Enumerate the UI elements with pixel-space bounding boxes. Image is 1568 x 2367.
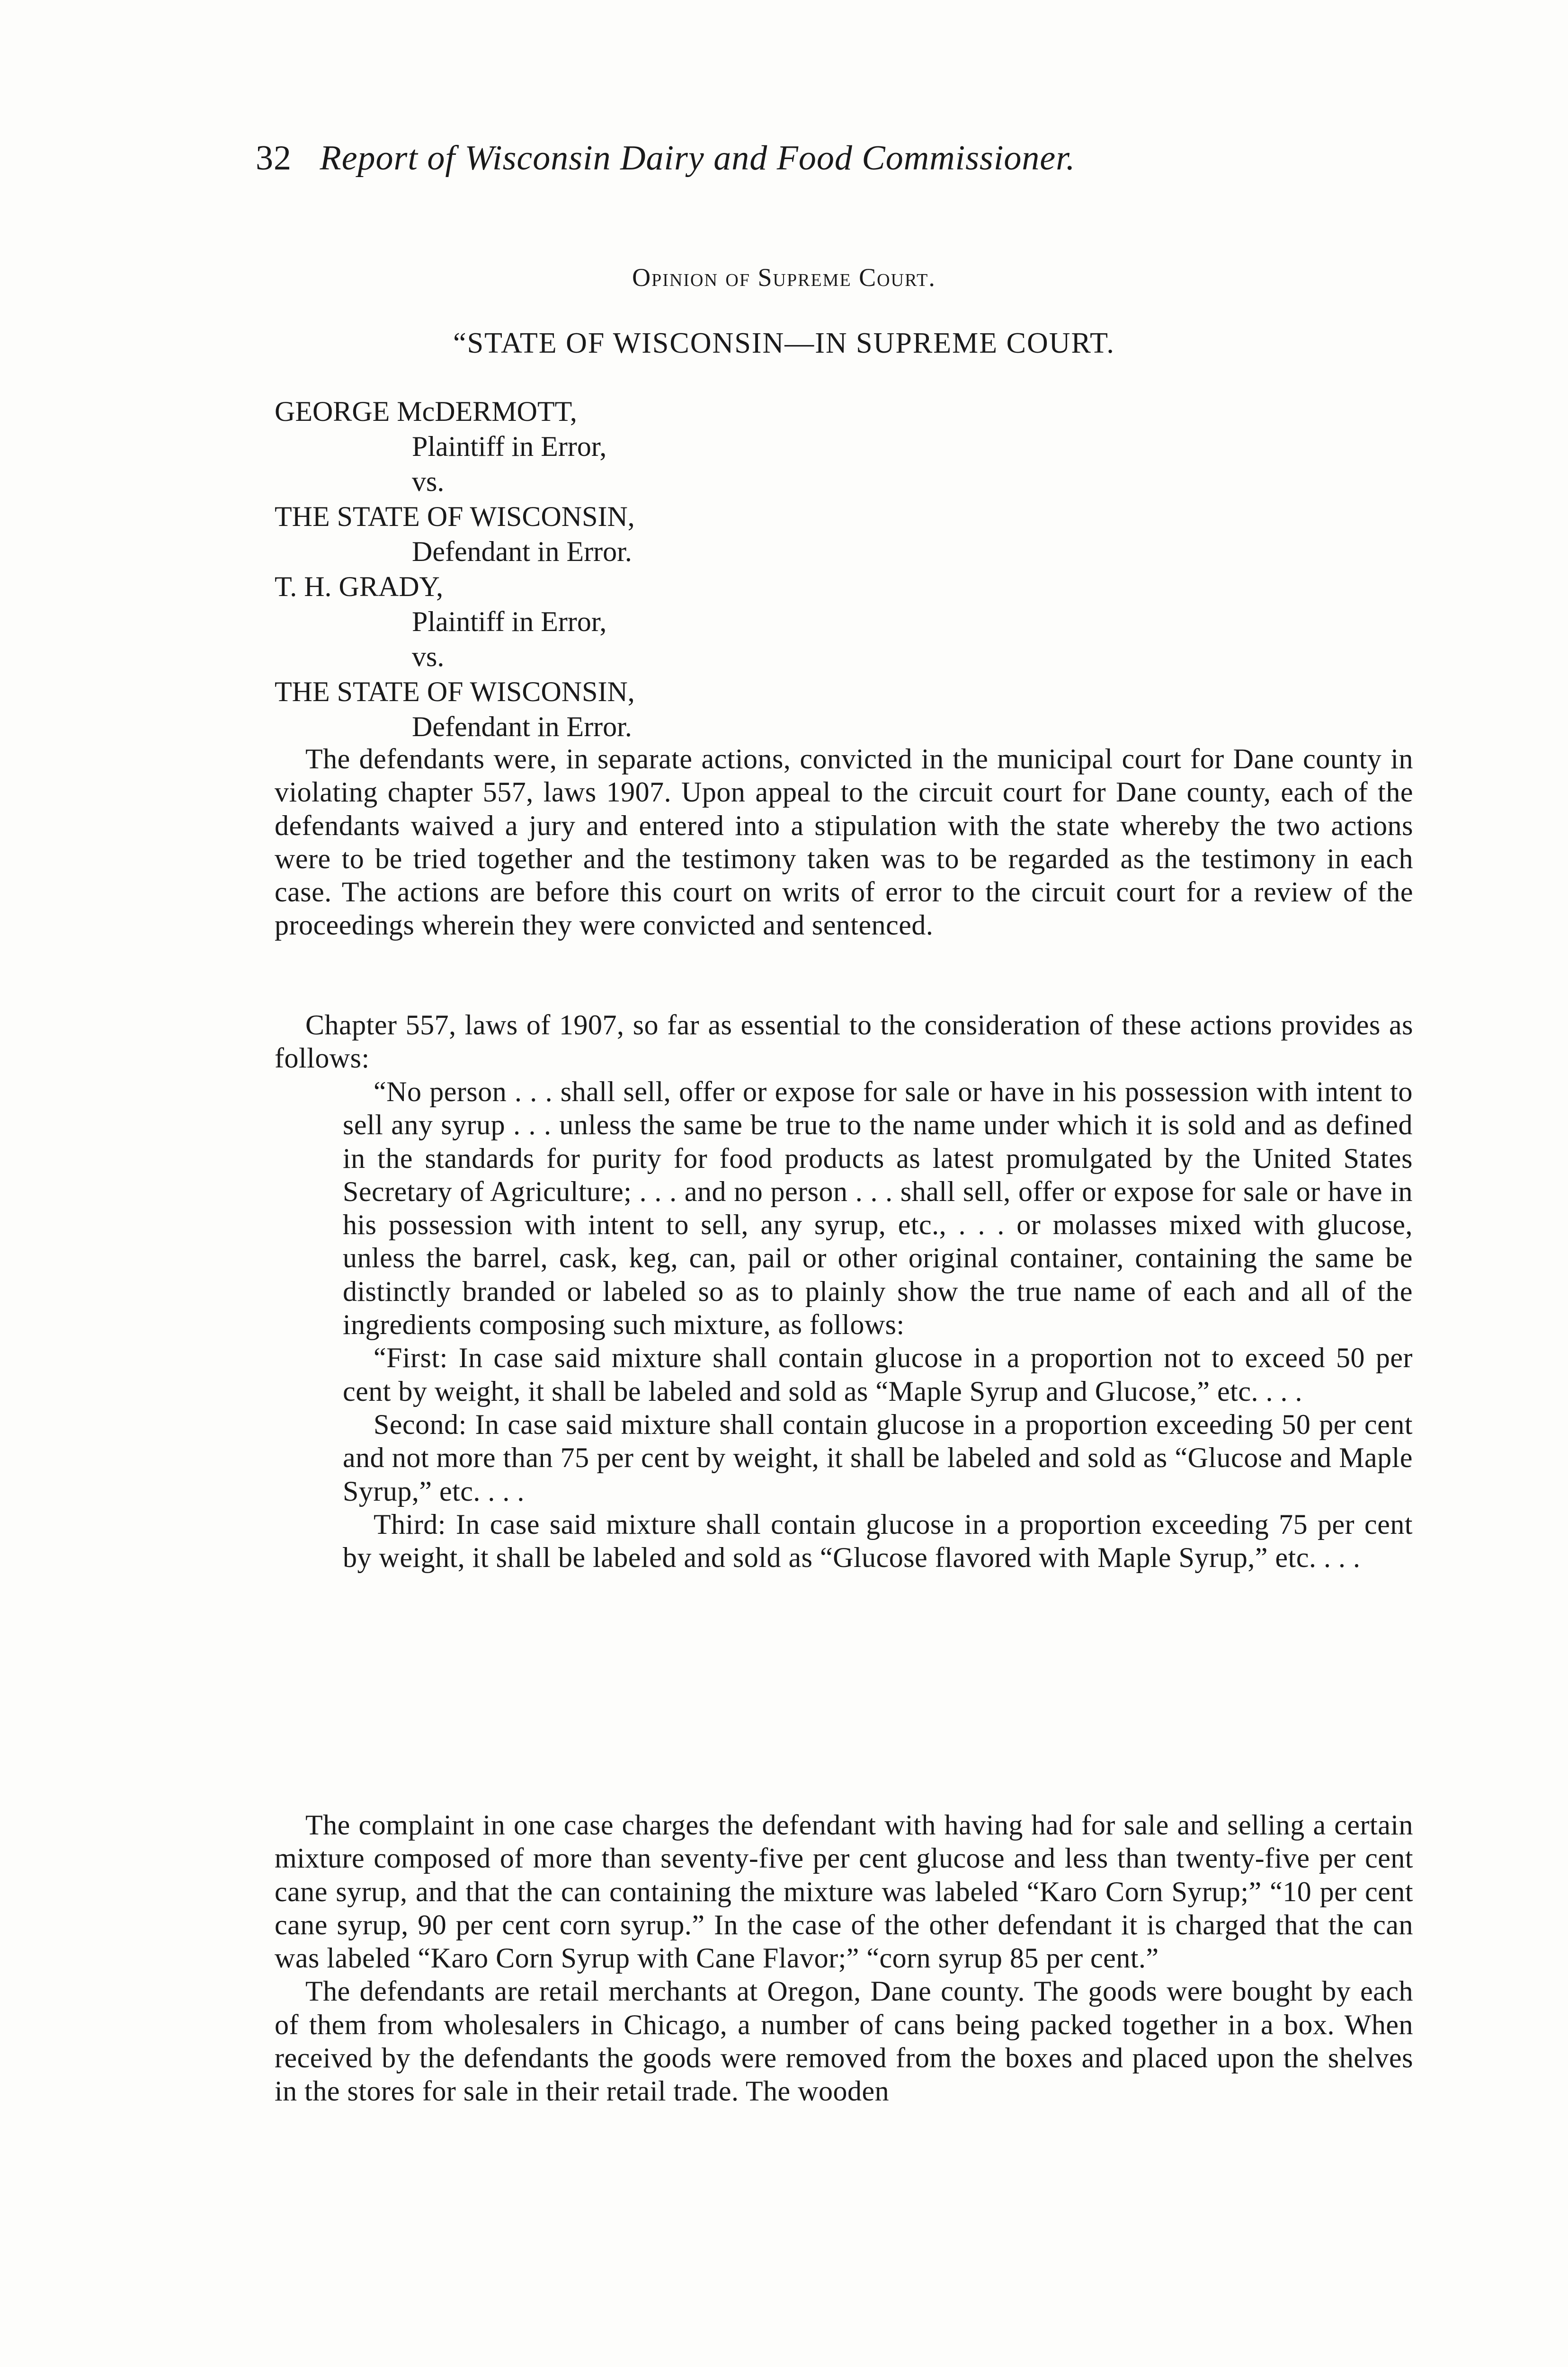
opinion-heading: Opinion of Supreme Court. [632,263,936,292]
party2-role: Plaintiff in Error, [412,606,607,637]
paragraph-3-text: The complaint in one case charges the defendant with having had for sale and selling a certain mixture composed of more than seventy-five per cent glucose and less than twenty-five per cent cane syrup, and that the can containing the mixture was labeled “Karo Corn Syrup;” “10 per cent cane syrup, 90 per cent corn syrup.” In the case of the other defendant it is charged that the can was labeled “Karo Corn Syrup with Cane Flavor;” “corn syrup 85 per cent.” [275,1809,1413,1974]
running-title: Report of Wisconsin Dairy and Food Commissioner. [320,139,1076,178]
party1-name: GEORGE McDERMOTT, [275,396,577,427]
state1-role: Defendant in Error. [412,536,632,567]
quote-paragraph-second: Second: In case said mixture shall contain glucose in a proportion exceeding 50 per cent and not more than 75 per cent by weight, it shall be labeled and sold as “Glucose and Maple Syrup,” etc. . . . [343,1408,1413,1507]
quote-paragraph-1: “No person . . . shall sell, offer or expose for sale or have in his possession with intent to sell any syrup . . . unless the same be true to the name under which it is sold and as defined in the standards for purity for food products as latest promulgated by the United States Secretary of Agriculture; . . . and no person . . . shall sell, offer or expose for sale or have in his possession with intent to sell, any syrup, etc., . . . or molasses mixed with glucose, unless the barrel, cask, keg, can, pail or other original container, containing the same be distinctly branded or labeled so as to plainly show the true name of each and all of the ingredients composing such mixture, as follows: [343,1076,1413,1341]
statute-quote [343,1075,1413,1574]
state2-role: Defendant in Error. [412,711,632,742]
page-number: 32 [256,139,292,178]
versus-1: vs. [412,466,445,497]
versus-2: vs. [412,641,445,672]
paragraph-4-text: The defendants are retail merchants at Oregon, Dane county. The goods were bought by each of them from wholesalers in Chicago, a number of cans being packed together in a box. When received by the defendants the goods were removed from the boxes and placed upon the shelves in the stores for sale in their retail trade. The wooden [275,1975,1413,2107]
party2-name: T. H. GRADY, [275,571,444,602]
quote-paragraph-first: “First: In case said mixture shall contain glucose in a proportion not to exceed 50 per cent by weight, it shall be labeled and sold as “Maple Syrup and Glucose,” etc. . . . [343,1342,1413,1407]
paragraph-1-text: The defendants were, in separate actions, convicted in the municipal court for Dane county in violating chapter 557, laws 1907. Upon appeal to the circuit court for Dane county, each of the defendants waived a jury and entered into a stipulation with the state whereby the two actions were to be tried together and the testimony taken was to be regarded as the testimony in each case. The actions are before this court on writs of error to the circuit court for a review of the proceedings wherein they were convicted and sentenced. [275,743,1413,941]
case-caption [275,394,635,744]
court-heading: “STATE OF WISCONSIN—IN SUPREME COURT. [453,327,1115,359]
running-header [256,138,1075,178]
paragraph-1 [275,742,1413,942]
state2-name: THE STATE OF WISCONSIN, [275,676,635,707]
paragraph-3 [275,1808,1413,2108]
party1-role: Plaintiff in Error, [412,431,607,462]
quote-paragraph-third: Third: In case said mixture shall contain glucose in a proportion exceeding 75 per cent by weight, it shall be labeled and sold as “Glucose flavored with Maple Syrup,” etc. . . . [343,1508,1413,1574]
paragraph-2 [275,1008,1413,1075]
paragraph-2-text: Chapter 557, laws of 1907, so far as essential to the consideration of these actions provides as follows: [275,1009,1413,1074]
state1-name: THE STATE OF WISCONSIN, [275,501,635,532]
